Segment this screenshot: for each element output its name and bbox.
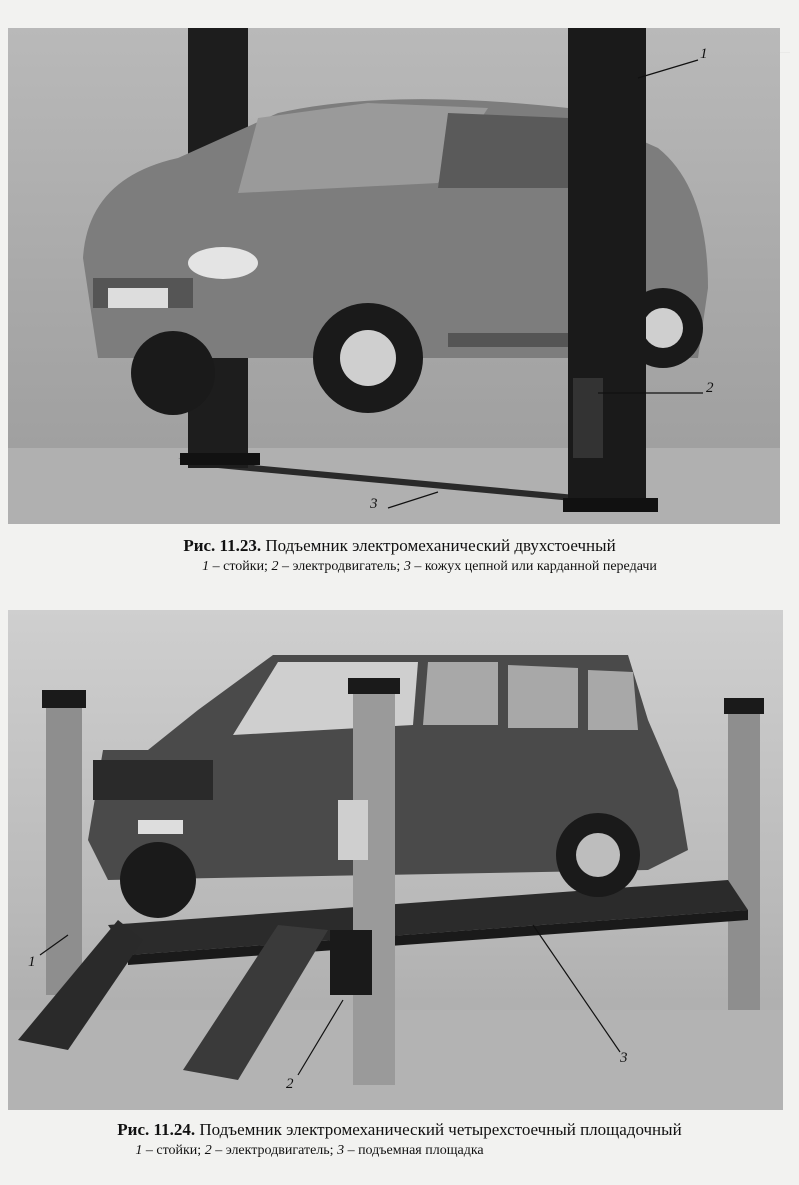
legend-2-num: 2 xyxy=(204,1143,212,1158)
legend-3-num: 3 xyxy=(337,1143,345,1158)
figure-1-legend xyxy=(30,558,799,576)
legend-1-text: – стойки; xyxy=(145,1143,205,1158)
four-post-lift-illustration xyxy=(8,610,783,1110)
legend-1-text: – стойки; xyxy=(212,559,272,574)
figure-2-caption xyxy=(0,1120,799,1140)
callout-1: 1 xyxy=(28,954,36,970)
figure-2-number: Рис. 11.24. xyxy=(117,1120,196,1139)
legend-1-num: 1 xyxy=(135,1143,143,1158)
back-right-post xyxy=(728,705,760,1010)
legend-3-text: – кожух цепной или карданной передачи xyxy=(414,559,657,574)
legend-2-text: – электродвигатель; xyxy=(215,1143,338,1158)
callout-2: 2 xyxy=(706,380,714,396)
figure-1-photo xyxy=(8,28,780,524)
figure-1-number: Рис. 11.23. xyxy=(183,536,262,555)
callout-3: 3 xyxy=(620,1050,628,1066)
legend-2-num: 2 xyxy=(271,559,279,574)
front-post xyxy=(353,685,395,1085)
legend-1-num: 1 xyxy=(202,559,210,574)
motor xyxy=(573,378,603,458)
callout-1: 1 xyxy=(700,46,708,62)
callout-2: 2 xyxy=(286,1076,294,1092)
legend-2-text: – электродвигатель; xyxy=(281,559,404,574)
figure-2-photo xyxy=(8,610,783,1110)
figure-1-title: Подъемник электромеханический двухстоечный xyxy=(265,536,616,555)
two-post-lift-illustration xyxy=(8,28,780,524)
figure-2-legend xyxy=(0,1142,709,1160)
legend-3-text: – подъемная площадка xyxy=(347,1143,484,1158)
legend-3-num: 3 xyxy=(403,559,411,574)
figure-1-caption xyxy=(0,536,799,556)
motor xyxy=(330,930,372,995)
figure-2-title: Подъемник электромеханический четырехстоечный площадочный xyxy=(199,1120,682,1139)
back-left-post xyxy=(46,695,82,995)
callout-3: 3 xyxy=(370,496,378,512)
